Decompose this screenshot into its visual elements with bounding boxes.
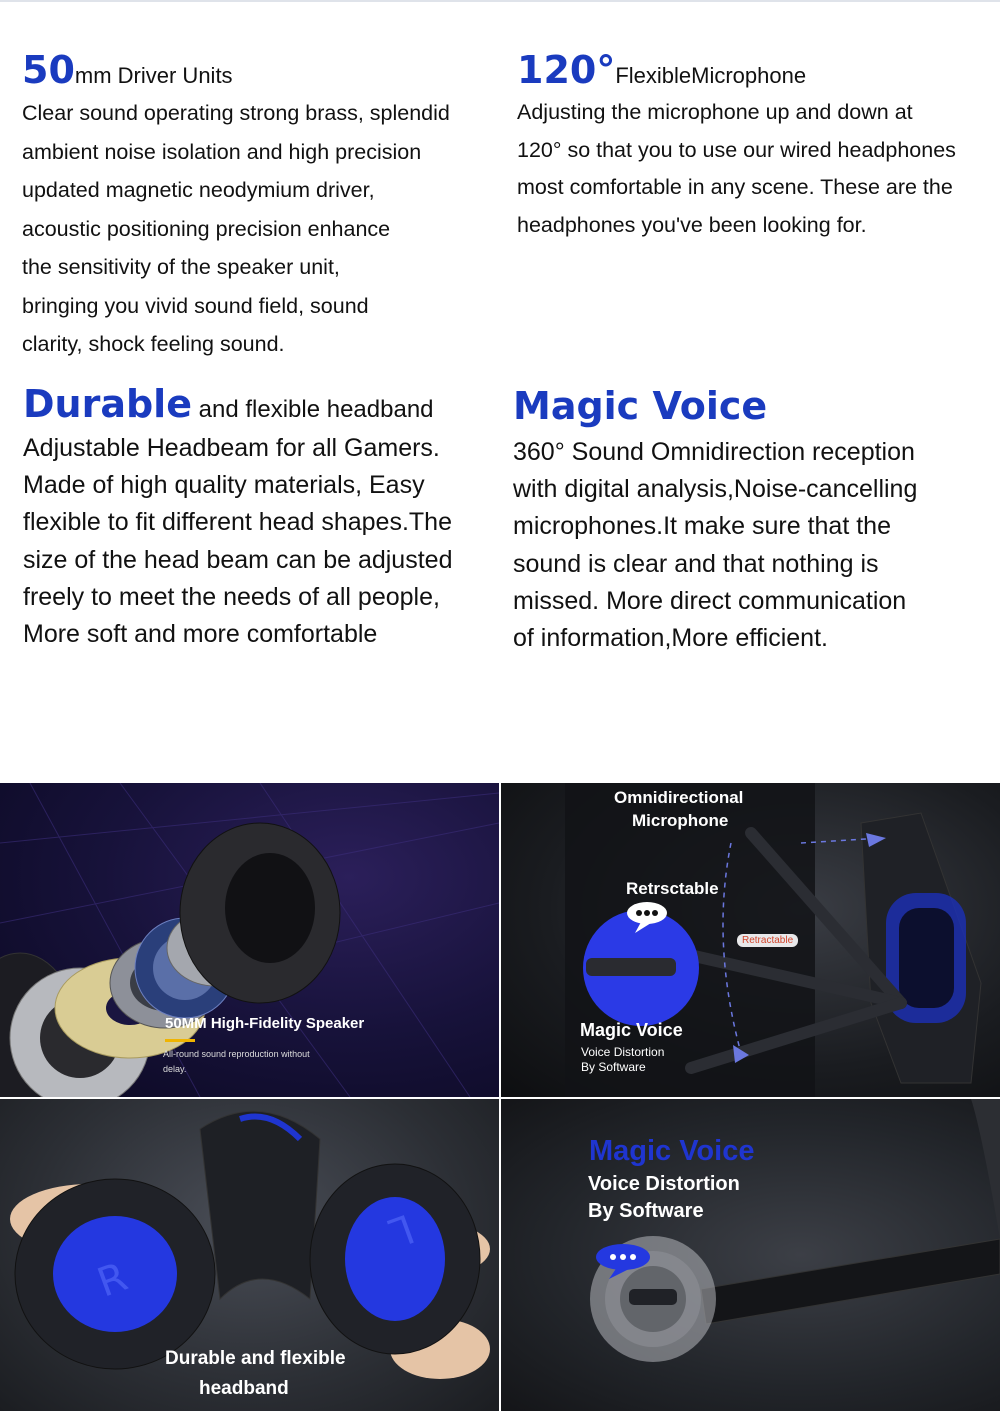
- retractable-label: Retrsctable: [626, 879, 719, 898]
- heading-rest: FlexibleMicrophone: [615, 63, 807, 88]
- headband-caption: Durable and flexible: [165, 1348, 346, 1369]
- feature-driver-units: [22, 48, 492, 364]
- voice-distortion-text: By Software: [588, 1200, 704, 1222]
- description-line: bringing you vivid sound field, sound: [22, 293, 369, 318]
- speaker-title: 50MM High-Fidelity Speaker: [165, 1015, 365, 1032]
- description-line: with digital analysis,Noise-cancelling: [513, 475, 918, 504]
- speaker-subtitle: All-round sound reproduction without: [163, 1049, 310, 1059]
- feature-description: [22, 94, 492, 364]
- description-line: headphones you've been looking for.: [517, 212, 867, 237]
- description-line: missed. More direct communication: [513, 586, 907, 615]
- headband-image: [0, 1099, 499, 1411]
- description-line: of information,More efficient.: [513, 624, 828, 653]
- top-divider: [0, 0, 1000, 2]
- description-line: Adjustable Headbeam for all Gamers.: [23, 434, 440, 462]
- feature-description: [23, 430, 493, 653]
- voice-distortion-label: By Software: [581, 1060, 646, 1074]
- description-line: flexible to fit different head shapes.The: [23, 508, 452, 537]
- microphone-image: [501, 783, 1000, 1097]
- speaker-exploded-image: [0, 783, 499, 1097]
- headband-caption: headband: [199, 1378, 289, 1399]
- description-line: most comfortable in any scene. These are the: [517, 175, 953, 199]
- feature-headband: [23, 382, 493, 653]
- omni-title: Omnidirectional: [614, 788, 744, 807]
- omni-title: Microphone: [632, 811, 729, 830]
- feature-description: [517, 94, 997, 244]
- feature-description: [513, 434, 993, 657]
- feature-heading: [22, 48, 492, 92]
- description-line: Adjusting the microphone up and down at: [517, 100, 913, 124]
- heading-accent: 120°: [517, 48, 616, 92]
- feature-heading: [23, 382, 493, 426]
- description-line: Clear sound operating strong brass, splendid: [22, 101, 450, 125]
- magic-voice-image: [501, 1099, 1000, 1411]
- heading-accent: 50: [22, 48, 75, 92]
- feature-flexible-microphone: [517, 48, 997, 244]
- feature-magic-voice: [513, 384, 993, 657]
- voice-distortion-text: Voice Distortion: [588, 1173, 740, 1195]
- heading-accent: Durable: [23, 382, 192, 426]
- voice-distortion-label: Voice Distortion: [581, 1045, 665, 1059]
- description-line: size of the head beam can be adjusted: [23, 545, 453, 574]
- description-line: freely to meet the needs of all people,: [23, 582, 440, 611]
- description-line: sound is clear and that nothing is: [513, 549, 879, 578]
- heading-rest: mm Driver Units: [74, 63, 233, 88]
- magic-voice-label: Magic Voice: [580, 1020, 683, 1040]
- retractable-tag: Retractable: [737, 934, 798, 947]
- description-line: 360° Sound Omnidirection reception: [513, 438, 915, 466]
- heading-rest: and flexible headband: [191, 396, 434, 423]
- magic-voice-title: Magic Voice: [589, 1135, 755, 1167]
- feature-heading: [517, 48, 997, 92]
- description-line: More soft and more comfortable: [23, 620, 378, 649]
- heading-accent: Magic Voice: [513, 384, 768, 428]
- description-line: the sensitivity of the speaker unit,: [22, 255, 340, 279]
- description-line: 120° so that you to use our wired headphones: [517, 137, 956, 162]
- speaker-subtitle: delay.: [163, 1064, 187, 1074]
- description-line: microphones.It make sure that the: [513, 512, 891, 541]
- description-line: acoustic positioning precision enhance: [22, 216, 391, 241]
- description-line: clarity, shock feeling sound.: [22, 332, 285, 356]
- description-line: ambient noise isolation and high precision: [22, 139, 422, 164]
- description-line: updated magnetic neodymium driver,: [22, 178, 375, 202]
- feature-heading: [513, 384, 993, 428]
- svg-text:R: R: [91, 1253, 134, 1307]
- svg-text:L: L: [383, 1204, 420, 1256]
- accent-bar: [165, 1039, 195, 1042]
- description-line: Made of high quality materials, Easy: [23, 471, 425, 500]
